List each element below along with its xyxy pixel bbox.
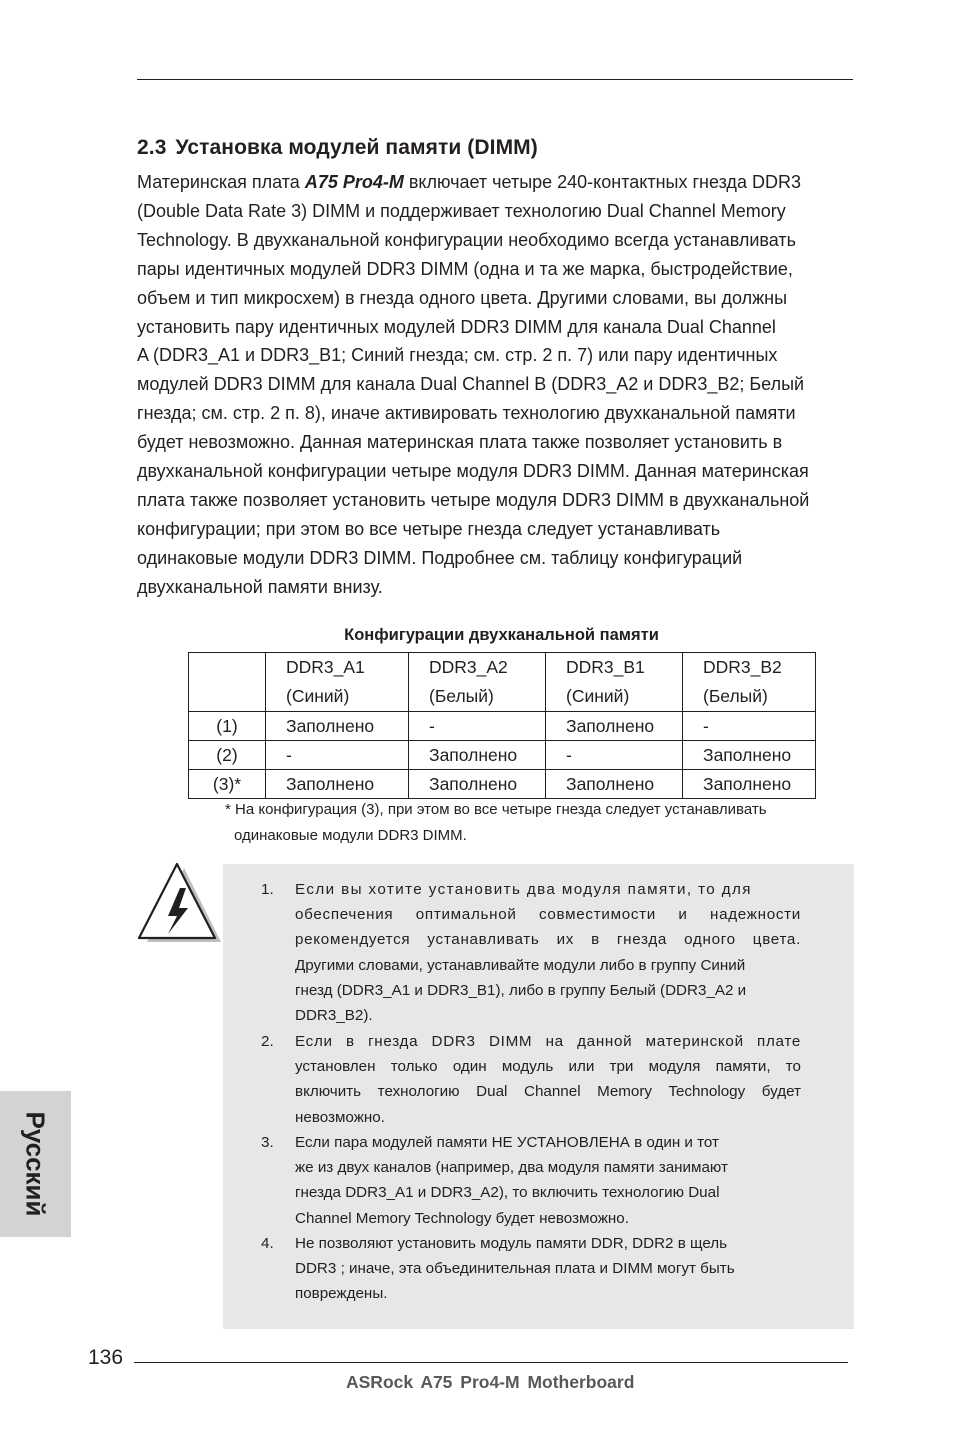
intro-line: объем и тип микросхем) в гнезда одного цвета. Другими словами, вы должны (137, 287, 788, 308)
model-name: A75 Pro4-M (304, 172, 404, 192)
table-header-cell (409, 653, 546, 712)
note-line: гнезда DDR3_A1 и DDR3_A2), то включить технологию Dual (295, 1184, 720, 1202)
footer-product-name: ASRock A75 Pro4-M Motherboard (346, 1372, 635, 1392)
intro-line: плата также позволяет установить четыре модуля DDR3 DIMM в двухканальной (137, 489, 810, 510)
bottom-rule (134, 1362, 848, 1363)
note-line: Channel Memory Technology будет невозможно. (295, 1209, 629, 1227)
intro-line: Technology. В двухканальной конфигурации необходимо всегда устанавливать (137, 229, 797, 250)
note-number: 3. (261, 1134, 274, 1151)
table-header-cell (683, 653, 816, 712)
table-cell: - (546, 741, 683, 770)
note-line: невозможно. (295, 1108, 385, 1126)
table-cell: Заполнено (546, 770, 683, 799)
section-title-text: Установка модулей памяти (DIMM) (175, 136, 538, 159)
slot-name: DDR3_B2 (703, 657, 782, 677)
intro-line: модулей DDR3 DIMM для канала Dual Channel B (DDR3_A2 и DDR3_B2; Белый (137, 374, 805, 395)
note-line: Если в гнезда DDR3 DIMM на данной материнской плате (295, 1033, 801, 1050)
slot-color: (Синий) (566, 686, 630, 706)
note-number: 1. (261, 881, 274, 898)
language-side-tab (0, 1091, 71, 1237)
intro-line: двухканальной конфигурации четыре модуля DDR3 DIMM. Данная материнская (137, 461, 809, 482)
footnote-line: одинаковые модули DDR3 DIMM. (234, 827, 467, 844)
intro-line: одинаковые модули DDR3 DIMM. Подробнее см. таблицу конфигураций (137, 547, 743, 568)
note-number: 2. (261, 1033, 274, 1050)
note-line: рекомендуется устанавливать их в гнезда одного цвета. (295, 931, 801, 949)
table-cell: Заполнено (409, 770, 546, 799)
note-line: повреждены. (295, 1285, 388, 1303)
language-label: Русский (20, 1111, 51, 1217)
table-cell: Заполнено (683, 741, 816, 770)
slot-name: DDR3_B1 (566, 657, 645, 677)
intro-line: A (DDR3_A1 и DDR3_B1; Синий гнезда; см. стр. 2 п. 7) или пару идентичных (137, 345, 778, 366)
table-cell: - (409, 712, 546, 741)
table-cell: Заполнено (409, 741, 546, 770)
slot-name: DDR3_A1 (286, 657, 365, 677)
table-cell: Заполнено (683, 770, 816, 799)
note-line: Если вы хотите установить два модуля памяти, то для (295, 881, 752, 898)
warning-lightning-icon (137, 862, 223, 946)
top-rule (137, 79, 853, 80)
slot-color: (Синий) (286, 686, 350, 706)
note-line: Не позволяют установить модуль памяти DDR, DDR2 в щель (295, 1235, 728, 1252)
note-line: DDR3 ; иначе, эта объединительная плата и DIMM могут быть (295, 1260, 735, 1278)
intro-line (137, 168, 857, 197)
intro-line: (Double Data Rate 3) DIMM и поддерживает технологию Dual Channel Memory (137, 200, 786, 221)
intro-line-text: включает четыре 240-контактных гнезда DDR3 (403, 172, 801, 192)
table-row (189, 741, 816, 770)
page-number: 136 (88, 1346, 124, 1369)
note-line: установлен только один модуль или три модуля памяти, то (295, 1058, 801, 1076)
note-line: включить технологию Dual Channel Memory Technology будет (295, 1083, 801, 1101)
table-cell: Заполнено (266, 770, 409, 799)
footnote-line: * На конфигурация (3), при этом во все четыре гнезда следует устанавливать (225, 801, 767, 818)
table-header-row (189, 653, 816, 712)
note-line: Другими словами, устанавливайте модули либо в группу Синий (295, 956, 746, 974)
slot-color: (Белый) (429, 686, 494, 706)
note-number: 4. (261, 1235, 274, 1252)
row-index: (3)* (189, 770, 266, 799)
row-index: (1) (189, 712, 266, 741)
row-index: (2) (189, 741, 266, 770)
table-header-cell (546, 653, 683, 712)
table-header-cell (266, 653, 409, 712)
note-line: DDR3_B2). (295, 1007, 373, 1025)
note-line: обеспечения оптимальной совместимости и надежности (295, 906, 801, 924)
intro-line: установить пару идентичных модулей DDR3 DIMM для канала Dual Channel (137, 316, 776, 337)
table-cell: Заполнено (266, 712, 409, 741)
intro-line: конфигурации; при этом во все четыре гнезда следует устанавливать (137, 518, 721, 539)
intro-line: будет невозможно. Данная материнская плата также позволяет установить в (137, 432, 783, 453)
note-line: гнезд (DDR3_A1 и DDR3_B1), либо в группу Белый (DDR3_A2 и (295, 981, 747, 999)
table-cell: - (266, 741, 409, 770)
notes-box (223, 864, 854, 1329)
slot-name: DDR3_A2 (429, 657, 508, 677)
table-row (189, 712, 816, 741)
intro-lead: Материнская плата (137, 172, 305, 192)
dual-channel-table (188, 652, 816, 799)
slot-color: (Белый) (703, 686, 768, 706)
table-caption: Конфигурации двухканальной памяти (344, 626, 659, 644)
table-footnote (225, 797, 767, 849)
section-number: 2.3 (137, 136, 167, 159)
intro-line: двухканальной памяти внизу. (137, 576, 383, 597)
intro-line: пары идентичных модулей DDR3 DIMM (одна и та же марка, быстродействие, (137, 258, 793, 279)
intro-paragraph (137, 168, 857, 602)
table-corner-cell (189, 653, 266, 712)
section-title (137, 136, 538, 160)
intro-line: гнезда; см. стр. 2 п. 8), иначе активировать технологию двухканальной памяти (137, 403, 796, 424)
note-line: же из двух каналов (например, два модуля памяти занимают (295, 1159, 728, 1177)
table-cell: Заполнено (546, 712, 683, 741)
note-line: Если пара модулей памяти НЕ УСТАНОВЛЕНА в один и тот (295, 1134, 719, 1151)
table-row (189, 770, 816, 799)
table-cell: - (683, 712, 816, 741)
